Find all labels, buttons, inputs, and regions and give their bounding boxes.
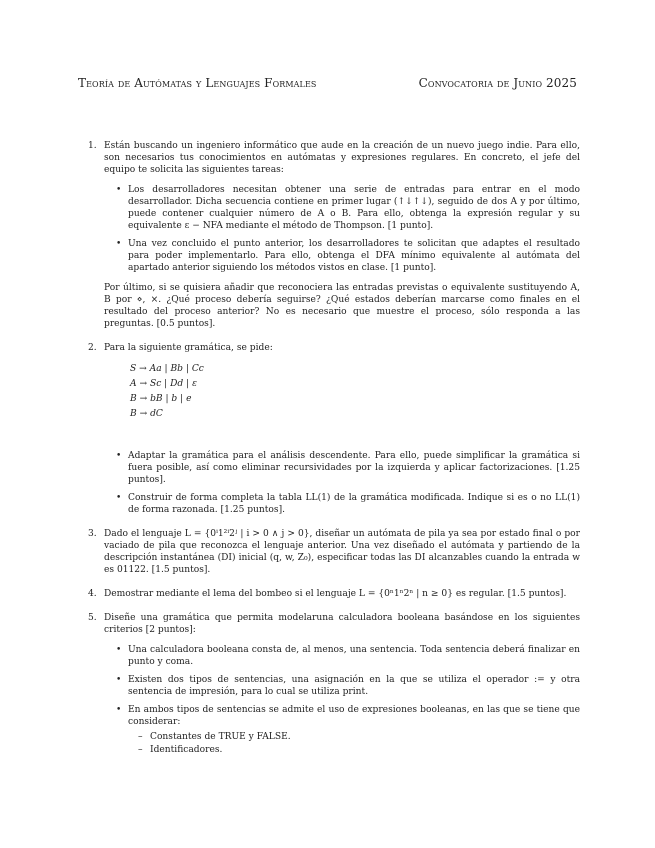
bullet-icon: • [116,185,122,195]
grammar-rules [130,362,580,422]
task-text: Construir de forma completa la tabla LL(1) de la gramática modificada. Indique si es o no LL(1) de forma razonada. [1.25 puntos]. [128,493,580,515]
criterion-text: Existen dos tipos de sentencias, una asignación en la que se utiliza el operador := y otra sentencia de impresión, para lo cual se utiliza print. [128,675,580,697]
exam-session: Convocatoria de Junio 2025 [418,76,577,90]
problem-3 [88,528,580,576]
bullet-icon: • [116,239,122,249]
criterion-item [116,674,580,698]
problem-4-text: Demostrar mediante el lema del bombeo si el lenguaje L = {0ⁿ1ⁿ2ⁿ | n ≥ 0} es regular. [1.5 puntos]. [104,589,567,599]
grammar-rule: B → dC [130,409,163,419]
grammar-rule: S → Aa | Bb | Cc [130,364,204,374]
problem-list [88,140,580,756]
criterion-item [116,644,580,668]
problem-2 [88,342,580,516]
bullet-icon: • [116,451,122,461]
sub-item-text: Constantes de TRUE y FALSE. [150,732,291,742]
sub-item [138,731,580,743]
task-item [116,238,580,274]
criterion-text: Una calculadora booleana consta de, al menos, una sentencia. Toda sentencia deberá finalizar en punto y coma. [128,645,580,667]
problem-2-tasks [116,450,580,516]
problem-1 [88,140,580,330]
bullet-icon: • [116,675,122,685]
criterion-item [116,704,580,756]
problem-4 [88,588,580,600]
course-title: Teoría de Autómatas y Lenguajes Formales [78,76,317,90]
task-text: Los desarrolladores necesitan obtener una serie de entradas para entrar en el modo desarrollador. Dicha secuencia contiene en primer lugar (↑↓↑↓), seguido de dos A y por último, puede contener cualquier número de A o B. Para ello, obtenga la expresión regular y su equivalente ε − NFA mediante el método de Thompson. [1 punto]. [128,185,580,231]
problem-1-closing: Por último, si se quisiera añadir que reconociera las entradas previstas o equivalente sustituyendo A, B por ⋄, ×. ¿Qué proceso debería seguirse? ¿Qué estados deberían marcarse como finales en el resultado del proceso anterior? No es necesario que muestre el proceso, sólo responda a las preguntas. [0.5 puntos]. [104,283,580,329]
task-item [116,492,580,516]
dash-icon: – [138,732,143,742]
dash-icon: – [138,745,143,755]
criterion-text: En ambos tipos de sentencias se admite el uso de expresiones booleanas, en las que se tiene que considerar: [128,705,580,727]
exam-body [88,140,580,768]
problem-5-criteria [116,644,580,756]
bullet-icon: • [116,705,122,715]
grammar-rule: B → bB | b | e [130,394,192,404]
task-text: Adaptar la gramática para el análisis descendente. Para ello, puede simplificar la gramática si fuera posible, así como eliminar recursividades por la izquierda y aplicar factorizaciones. [1.25 puntos]. [128,451,580,485]
page-header [78,76,577,90]
sub-item [138,744,580,756]
task-item [116,184,580,232]
bullet-icon: • [116,645,122,655]
sub-item-text: Identificadores. [150,745,223,755]
problem-2-intro: Para la siguiente gramática, se pide: [104,343,273,353]
expression-types [138,731,580,756]
task-item [116,450,580,486]
problem-number: 3. [88,529,97,539]
problem-number: 5. [88,613,97,623]
problem-number: 2. [88,343,97,353]
problem-1-tasks [116,184,580,274]
problem-5 [88,612,580,756]
grammar-rule: A → Sc | Dd | ε [130,379,197,389]
problem-5-intro: Diseñe una gramática que permita modelaruna calculadora booleana basándose en los siguientes criterios [2 puntos]: [104,613,580,635]
problem-number: 4. [88,589,97,599]
problem-number: 1. [88,141,97,151]
task-text: Una vez concluido el punto anterior, los desarrolladores te solicitan que adaptes el resultado para poder implementarlo. Para ello, obtenga el DFA mínimo equivalente al autómata del apartado anterior siguiendo los métodos vistos en clase. [1 punto]. [128,239,580,273]
bullet-icon: • [116,493,122,503]
problem-3-text: Dado el lenguaje L = {0ⁱ1²ⁱ2ʲ | i > 0 ∧ j > 0}, diseñar un autómata de pila ya sea por estado final o por vaciado de pila que reconozca el lenguaje anterior. Una vez diseñado el autómata y partiendo de la descripción instantánea (DI) inicial (q, w, Z₀), especificar todas las DI alcanzables cuando la entrada w es 01122. [1.5 puntos]. [104,529,580,575]
problem-1-intro: Están buscando un ingeniero informático que aude en la creación de un nuevo juego indie. Para ello, son necesarios tus conocimientos en autómatas y expresiones regulares. En concreto, el jefe del equipo te solicita las siguientes tareas: [104,141,580,175]
